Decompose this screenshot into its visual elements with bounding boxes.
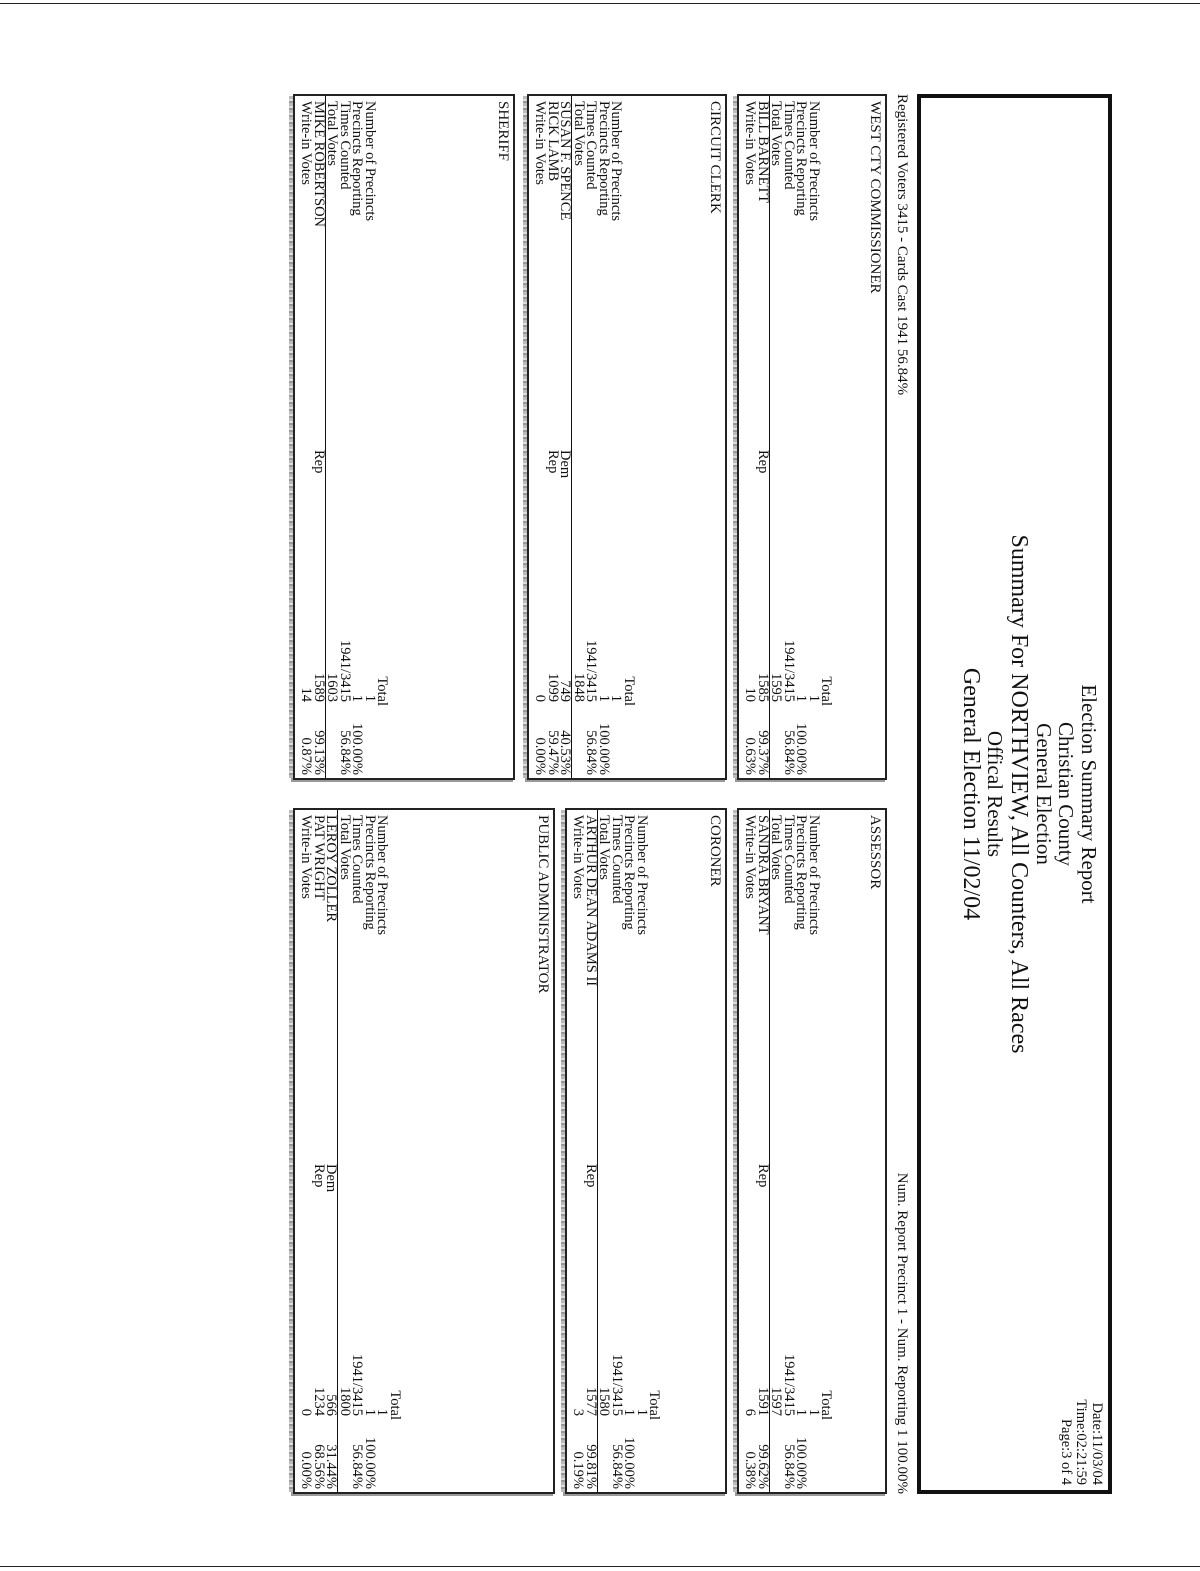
election-report-page (292, 94, 1112, 1494)
candidate-name: LEROY ZOLLER (323, 815, 340, 922)
race-title: WEST CTY COMMISSIONER (867, 101, 883, 294)
report-date: Date:11/03/04 (1089, 1402, 1105, 1485)
percent-cell: 68.56% (311, 1444, 327, 1489)
race-title: ASSESSOR (867, 815, 883, 890)
summary-scope: Summary For NORTHVIEW, All Counters, All Races (1006, 534, 1033, 1054)
race-box-circuit-clerk (527, 94, 727, 780)
report-title: Election Summary Report (1077, 684, 1101, 904)
candidate-row (757, 96, 771, 778)
count-cell: 1 (608, 694, 625, 702)
count-cell: 1 (362, 1408, 378, 1416)
county-name: Christian County (1054, 721, 1079, 867)
row-label: Number of Precincts (806, 101, 822, 221)
row-label: Total Votes (768, 815, 785, 880)
count-cell: 1580 (596, 1387, 613, 1416)
row-label: Times Counted (781, 815, 797, 904)
percent-cell: 99.62% (755, 1444, 771, 1489)
percent-cell: 100.00% (793, 723, 810, 775)
candidate-row (585, 810, 599, 1492)
row-label: Times Counted (349, 815, 366, 904)
count-cell: 1 (634, 1408, 650, 1416)
votes-cell: 1585 (755, 673, 771, 702)
votes-cell: 566 (323, 1394, 340, 1416)
percent-cell: 0.00% (298, 1451, 315, 1489)
total-votes-row (326, 96, 339, 778)
times-counted-row (611, 810, 624, 1492)
votes-cell: 749 (557, 680, 574, 702)
row-label: Number of Precincts (608, 101, 625, 221)
candidate-row (744, 810, 757, 1492)
percent-cell: 99.13% (311, 730, 327, 775)
votes-cell: 0 (298, 1408, 315, 1416)
scan-bottom-edge (0, 1566, 1200, 1567)
count-cell: 1595 (768, 673, 785, 702)
percent-cell: 31.44% (323, 1444, 340, 1489)
race-box-public-administrator (293, 808, 555, 1494)
percent-cell: 56.84% (583, 730, 600, 775)
total-votes-row (770, 810, 783, 1492)
votes-cell: 1234 (311, 1387, 327, 1416)
row-label: Times Counted (337, 101, 353, 190)
count-cell: 1941/3415 (349, 1353, 366, 1416)
row-label: Precincts Reporting (362, 815, 378, 930)
percent-cell: 99.81% (583, 1444, 599, 1489)
votes-cell: 1589 (311, 673, 327, 702)
scan-border-texture (733, 96, 737, 778)
registered-voters-summary: Registered Voters 3415 - Cards Cast 1941 56.84% (894, 94, 910, 396)
candidate-row (313, 810, 326, 1492)
percent-cell: 100.00% (349, 723, 366, 775)
number-of-precincts-row (364, 96, 377, 778)
header-title-block (958, 98, 1100, 1490)
percent-cell: 56.84% (609, 1444, 625, 1489)
candidate-row (547, 96, 560, 778)
candidate-name: Write-in Votes (532, 101, 549, 185)
race-box-sheriff (293, 94, 515, 780)
total-column-header: Total (621, 676, 637, 706)
race-box-assessor (737, 808, 887, 1494)
total-votes-row (770, 96, 783, 778)
row-label: Total Votes (768, 101, 785, 166)
count-cell: 1 (793, 1408, 810, 1416)
count-cell: 1941/3415 (781, 639, 797, 702)
percent-cell: 0.87% (298, 737, 315, 775)
row-label: Number of Precincts (362, 101, 378, 221)
row-label: Total Votes (324, 101, 341, 166)
row-label: Precincts Reporting (349, 101, 366, 216)
candidate-row (300, 810, 313, 1492)
row-label: Precincts Reporting (793, 815, 810, 930)
race-box-coroner (565, 808, 727, 1494)
count-cell: 1800 (337, 1387, 353, 1416)
candidate-row (300, 96, 313, 778)
count-cell: 1941/3415 (781, 1353, 797, 1416)
count-cell: 1597 (768, 1387, 785, 1416)
count-cell: 1941/3415 (583, 639, 600, 702)
race-title: CORONER (707, 815, 723, 887)
percent-cell: 56.84% (781, 1444, 797, 1489)
votes-cell: 14 (298, 687, 315, 702)
candidate-row (757, 810, 771, 1492)
total-column-header: Total (646, 1390, 663, 1420)
report-time: Time:02:21:59 (1073, 1399, 1090, 1485)
percent-cell: 56.84% (337, 730, 353, 775)
precinct-reporting-summary: Num. Report Precinct 1 - Num. Reporting 1 100.00% (894, 1172, 910, 1494)
candidate-name: Write-in Votes (742, 815, 759, 899)
total-column-header: Total (818, 676, 835, 706)
candidate-name: ARTHUR DEAN ADAMS II (583, 815, 599, 987)
votes-cell: 0 (532, 694, 549, 702)
party-cell: Rep (311, 450, 327, 474)
candidate-name: Write-in Votes (298, 815, 315, 899)
count-cell: 1 (349, 694, 366, 702)
count-cell: 1 (621, 1408, 638, 1416)
row-label: Number of Precincts (634, 815, 650, 935)
percent-cell: 100.00% (362, 1437, 378, 1489)
row-label: Precincts Reporting (621, 815, 638, 930)
row-label: Number of Precincts (806, 815, 822, 935)
count-cell: 1941/3415 (609, 1353, 625, 1416)
race-box-west-cty-commissioner (737, 94, 887, 780)
candidate-row (559, 96, 573, 778)
votes-cell: 6 (742, 1408, 759, 1416)
precincts-reporting-row (364, 810, 377, 1492)
percent-cell: 56.84% (349, 1444, 366, 1489)
candidate-name: MIKE ROBERTSON (311, 101, 327, 228)
report-header (917, 94, 1112, 1494)
row-label: Number of Precincts (374, 815, 391, 935)
race-title: SHERIFF (495, 101, 511, 162)
count-cell: 1941/3415 (337, 639, 353, 702)
report-meta (1058, 1399, 1105, 1485)
total-header-row (623, 96, 636, 778)
votes-cell: 1591 (755, 1387, 771, 1416)
candidate-name: SANDRA BRYANT (755, 815, 771, 935)
candidate-row (572, 810, 585, 1492)
votes-cell: 1577 (583, 1387, 599, 1416)
results-status: Offical Results (983, 730, 1008, 858)
party-cell: Dem (557, 450, 574, 479)
candidate-name: BILL BARNETT (755, 101, 771, 204)
race-results-table (744, 96, 833, 778)
times-counted-row (783, 96, 796, 778)
total-column-header: Total (374, 676, 391, 706)
party-cell: Dem (323, 1164, 340, 1193)
count-cell: 1 (374, 1408, 391, 1416)
race-results-table (534, 96, 635, 778)
count-cell: 1603 (324, 673, 341, 702)
party-cell: Rep (755, 1164, 771, 1188)
percent-cell: 100.00% (793, 1437, 810, 1489)
total-votes-row (573, 96, 586, 778)
count-cell: 1 (806, 1408, 822, 1416)
row-label: Total Votes (337, 815, 353, 880)
race-results-table (744, 810, 833, 1492)
total-header-row (389, 810, 402, 1492)
number-of-precincts-row (808, 96, 821, 778)
report-page: Page:3 of 4 (1058, 1418, 1074, 1485)
scan-border-texture (523, 96, 527, 778)
times-counted-row (783, 810, 796, 1492)
race-results-table (572, 810, 661, 1492)
row-label: Times Counted (609, 815, 625, 904)
candidate-name: RICK LAMB (545, 101, 561, 182)
row-label: Total Votes (571, 101, 587, 166)
total-column-header: Total (387, 1390, 403, 1420)
count-cell: 1 (362, 694, 378, 702)
total-votes-row (598, 810, 611, 1492)
percent-cell: 99.37% (755, 730, 771, 775)
percent-cell: 56.84% (781, 730, 797, 775)
party-cell: Rep (755, 450, 771, 474)
scan-border-texture (733, 810, 737, 1492)
percent-cell: 0.63% (742, 737, 759, 775)
candidate-name: Write-in Votes (298, 101, 315, 185)
count-cell: 1848 (571, 673, 587, 702)
scan-border-texture (289, 96, 293, 778)
candidate-name: Write-in Votes (742, 101, 759, 185)
total-column-header: Total (818, 1390, 835, 1420)
race-results-table (300, 810, 401, 1492)
election-date-line: General Election 11/02/04 (958, 667, 984, 921)
race-title: PUBLIC ADMINISTRATOR (535, 815, 551, 994)
election-type: General Election (1032, 723, 1056, 865)
party-cell: Rep (311, 1164, 327, 1188)
number-of-precincts-row (636, 810, 649, 1492)
percent-cell: 0.00% (532, 737, 549, 775)
row-label: Times Counted (583, 101, 600, 190)
count-cell: 1 (806, 694, 822, 702)
race-title: CIRCUIT CLERK (707, 101, 723, 214)
scan-border-texture (289, 810, 293, 1492)
candidate-row (744, 96, 757, 778)
row-label: Total Votes (596, 815, 613, 880)
party-cell: Rep (545, 450, 561, 474)
times-counted-row (339, 96, 352, 778)
row-label: Precincts Reporting (793, 101, 810, 216)
row-label: Times Counted (781, 101, 797, 190)
votes-cell: 10 (742, 687, 759, 702)
percent-cell: 0.19% (570, 1451, 587, 1489)
total-votes-row (339, 810, 352, 1492)
scan-border-texture (561, 810, 565, 1492)
votes-cell: 3 (570, 1408, 587, 1416)
race-results-table (300, 96, 389, 778)
row-label: Precincts Reporting (596, 101, 612, 216)
candidate-row (534, 96, 547, 778)
percent-cell: 100.00% (596, 723, 612, 775)
candidate-row (325, 810, 339, 1492)
count-cell: 1 (596, 694, 612, 702)
percent-cell: 59.47% (545, 730, 561, 775)
percent-cell: 100.00% (621, 1437, 638, 1489)
percent-cell: 0.38% (742, 1451, 759, 1489)
party-cell: Rep (583, 1164, 599, 1188)
scan-top-edge (0, 3, 1200, 4)
candidate-name: PAT WRIGHT (311, 815, 327, 901)
votes-cell: 1099 (545, 673, 561, 702)
candidate-row (313, 96, 327, 778)
precincts-reporting-row (598, 96, 611, 778)
percent-cell: 40.53% (557, 730, 574, 775)
candidate-name: Write-in Votes (570, 815, 587, 899)
count-cell: 1 (793, 694, 810, 702)
number-of-precincts-row (808, 810, 821, 1492)
candidate-name: SUSAN F. SPENCE (557, 101, 574, 221)
